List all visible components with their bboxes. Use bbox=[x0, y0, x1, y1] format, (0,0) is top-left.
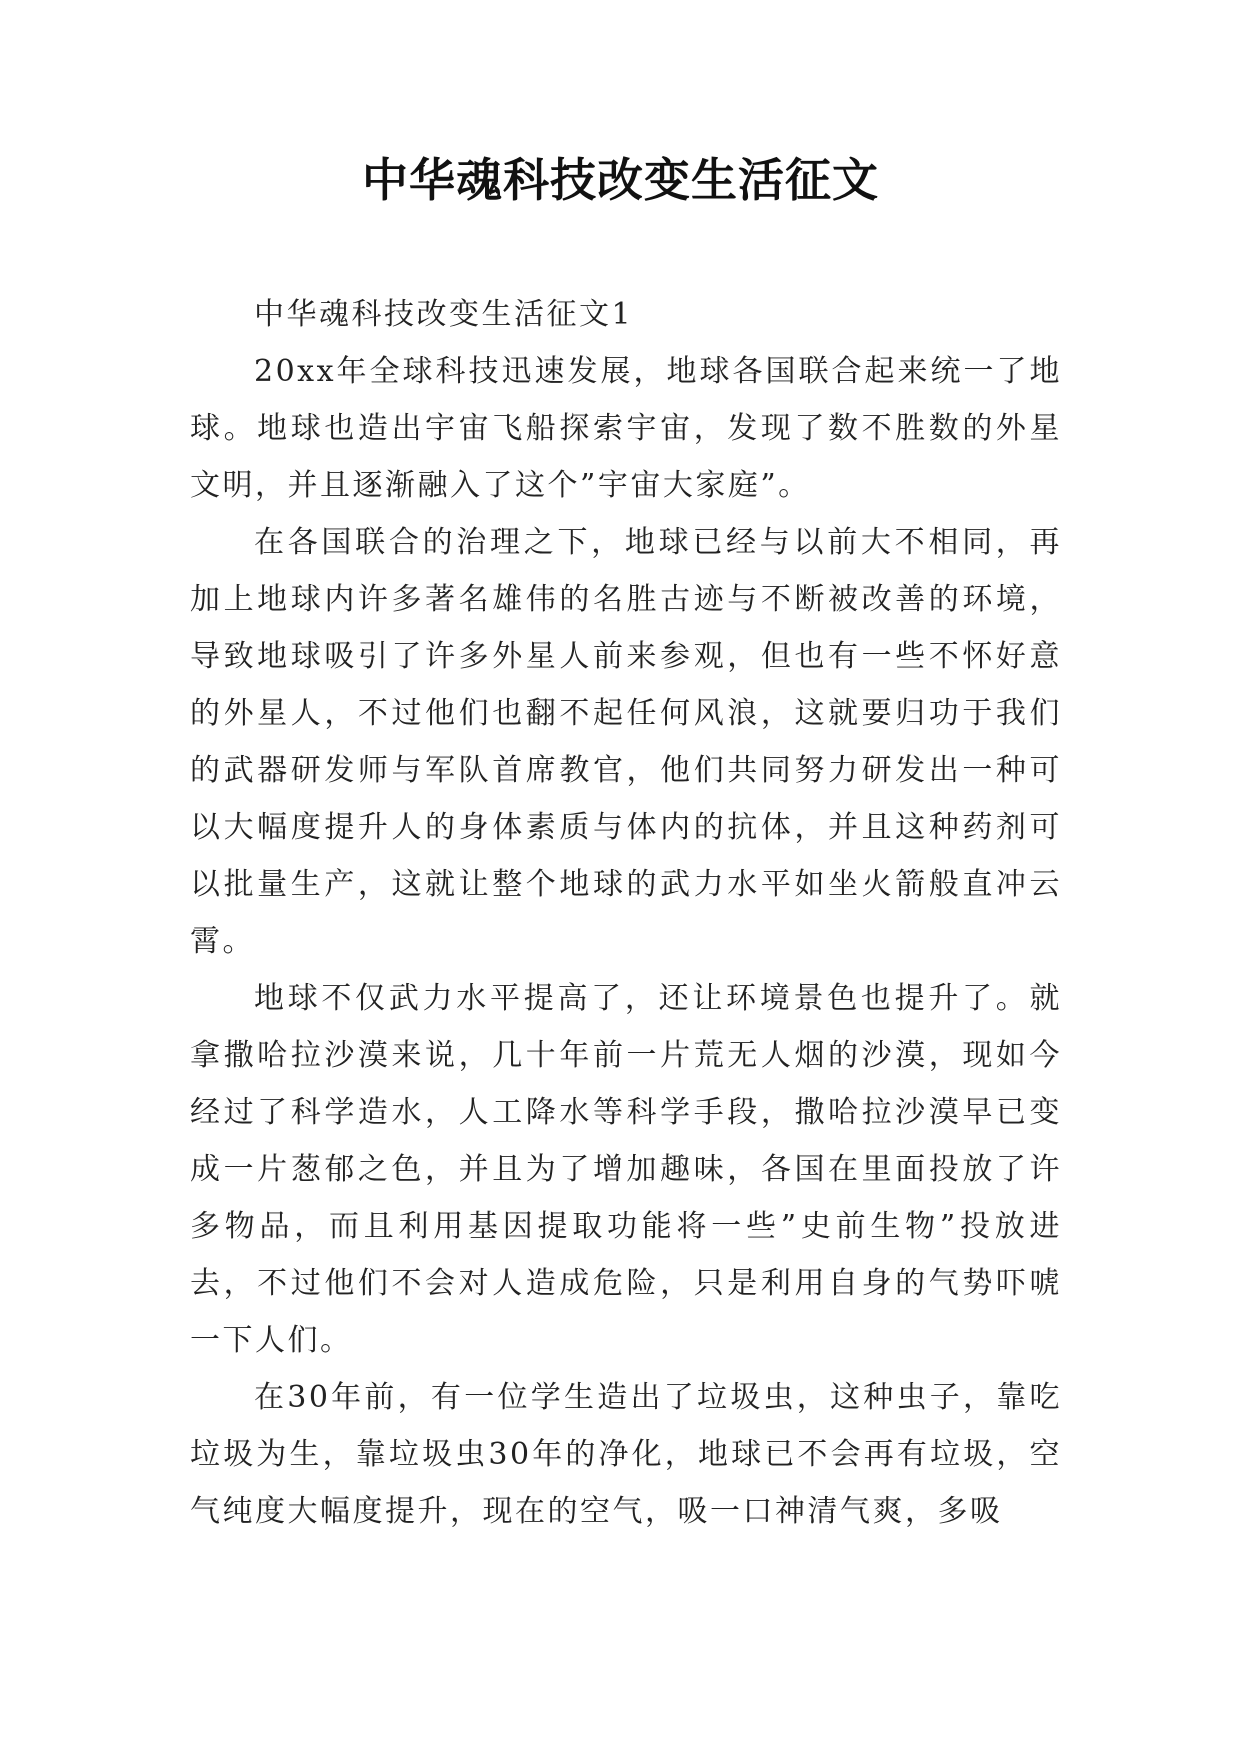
paragraph-3: 地球不仅武力水平提高了，还让环境景色也提升了。就拿撒哈拉沙漠来说，几十年前一片荒无人烟的沙漠，现如今经过了科学造水，人工降水等科学手段，撒哈拉沙漠早已变成一片葱郁之色，并且为了增加趣味，各国在里面投放了许多物品，而且利用基因提取功能将一些”史前生物”投放进去，不过他们不会对人造成危险，只是利用自身的气势吓唬一下人们。 bbox=[190, 981, 1062, 1358]
paragraph-1: 20xx年全球科技迅速发展，地球各国联合起来统一了地球。地球也造出宇宙飞船探索宇宙，发现了数不胜数的外星文明，并且逐渐融入了这个”宇宙大家庭”。 bbox=[190, 354, 1062, 503]
document-title: 中华魂科技改变生活征文 bbox=[362, 153, 879, 207]
paragraph-4: 在30年前，有一位学生造出了垃圾虫，这种虫子，靠吃垃圾为生，靠垃圾虫30年的净化，地球已不会再有垃圾，空气纯度大幅度提升，现在的空气，吸一口神清气爽，多吸 bbox=[190, 1380, 1062, 1529]
document-body bbox=[190, 286, 1062, 1540]
paragraph-2: 在各国联合的治理之下，地球已经与以前大不相同，再加上地球内许多著名雄伟的名胜古迹与不断被改善的环境，导致地球吸引了许多外星人前来参观，但也有一些不怀好意的外星人，不过他们也翻不起任何风浪，这就要归功于我们的武器研发师与军队首席教官，他们共同努力研发出一种可以大幅度提升人的身体素质与体内的抗体，并且这种药剂可以批量生产，这就让整个地球的武力水平如坐火箭般直冲云霄。 bbox=[190, 525, 1062, 959]
section-heading: 中华魂科技改变生活征文1 bbox=[254, 297, 634, 332]
